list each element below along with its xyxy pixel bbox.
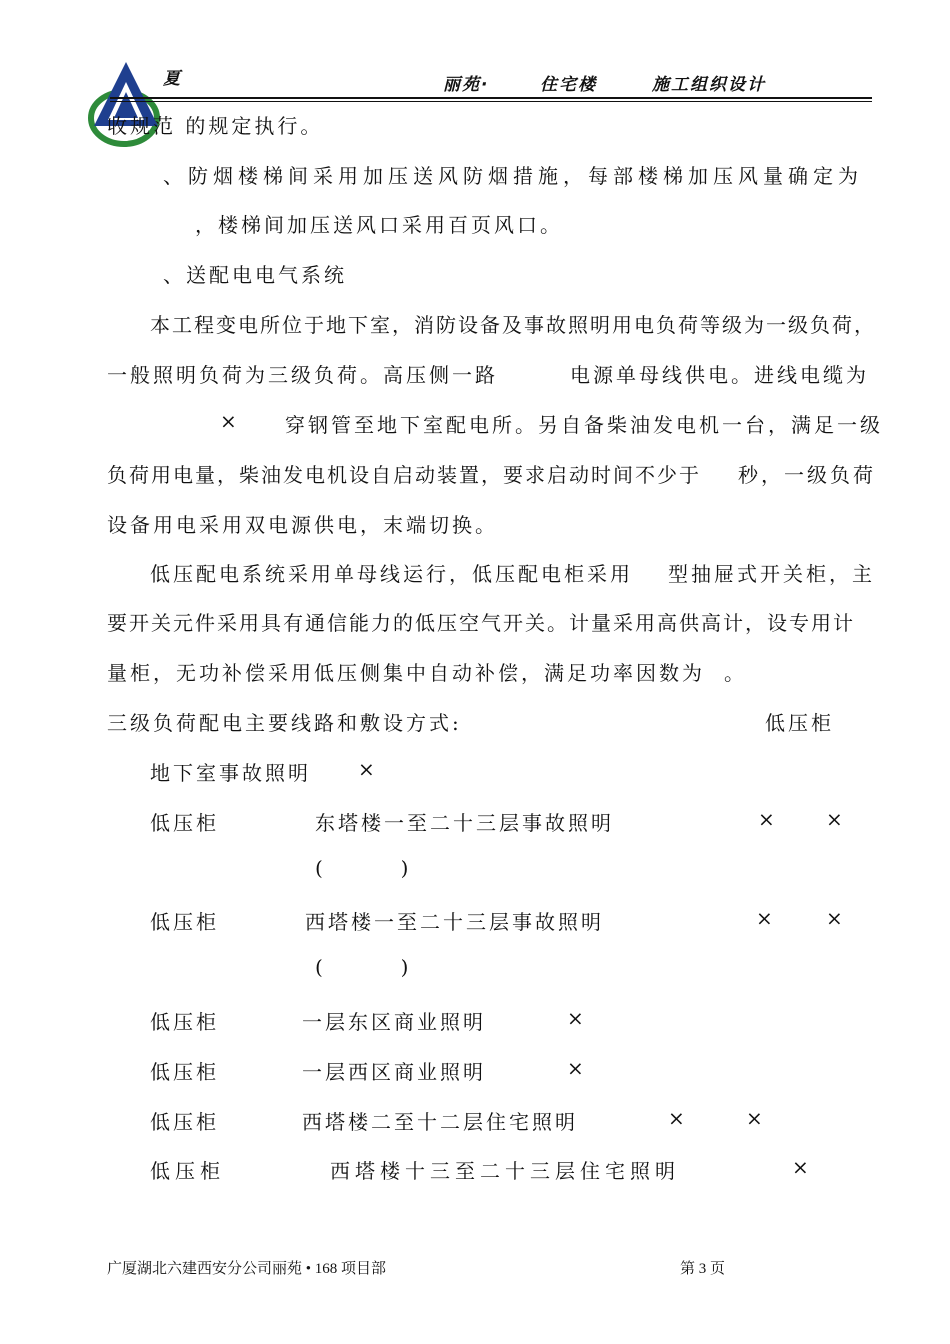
row-1-mark: × [358, 757, 378, 781]
header-title-part-1: 丽苑· [443, 75, 490, 95]
para1-line-4b: 秒，一级负荷 [738, 463, 876, 487]
para2-line-2: 要开关元件采用具有通信能力的低压空气开关。计量采用高供高计，设专用计 [107, 611, 855, 635]
row-3-cabinet: 低压柜 [150, 910, 219, 934]
para1-line-2a: 一般照明负荷为三级负荷。高压侧一路 [107, 363, 498, 387]
header-title-part-2: 住宅楼 [540, 75, 597, 95]
row-5-desc: 一层西区商业照明 [302, 1060, 486, 1084]
row-3-parens: ( ) [315, 955, 412, 979]
para1-line-2b: 电源单母线供电。进线电缆为 [570, 363, 869, 387]
header-rule-thin [110, 101, 872, 102]
header-title-part-3: 施工组织设计 [652, 75, 766, 95]
row-5-cabinet: 低压柜 [150, 1060, 219, 1084]
row-2-desc: 东塔楼一至二十三层事故照明 [315, 811, 614, 835]
row-6-mark-1: × [668, 1106, 688, 1130]
header-company-char: 夏 [163, 69, 182, 89]
para2-line-1b: 型抽屉式开关柜，主 [668, 562, 875, 586]
row-2-parens: ( ) [315, 856, 412, 880]
row-2-mark-2: × [826, 807, 846, 831]
header-rule-thick [110, 97, 872, 99]
row-4-desc: 一层东区商业照明 [302, 1010, 486, 1034]
row-2-cabinet: 低压柜 [150, 811, 219, 835]
body-line-1: 收规范 的规定执行。 [107, 114, 324, 138]
list-intro-right: 低压柜 [765, 711, 834, 735]
footer-company: 广厦湖北六建西安分公司丽苑 • 168 项目部 [107, 1261, 387, 1277]
row-7-desc: 西塔楼十三至二十三层住宅照明 [330, 1159, 680, 1183]
row-7-mark: × [792, 1155, 812, 1179]
footer-page-number: 第 3 页 [680, 1261, 726, 1277]
row-1-label: 地下室事故照明 [150, 761, 311, 785]
row-3-mark-1: × [756, 906, 776, 930]
company-logo-icon [86, 58, 166, 156]
row-4-cabinet: 低压柜 [150, 1010, 219, 1034]
para2-line-3a: 量柜，无功补偿采用低压侧集中自动补偿，满足功率因数为 [107, 661, 705, 685]
section-heading: 、送配电电气系统 [163, 263, 347, 287]
para1-line-1: 本工程变电所位于地下室，消防设备及事故照明用电负荷等级为一级负荷， [150, 313, 876, 337]
row-2-mark-1: × [758, 807, 778, 831]
body-line-2: 、防烟楼梯间采用加压送风防烟措施，每部楼梯加压风量确定为 [163, 164, 863, 188]
para2-line-3b: 。 [724, 661, 747, 685]
para1-line-5: 设备用电采用双电源供电，末端切换。 [107, 513, 498, 537]
para1-line-4a: 负荷用电量，柴油发电机设自启动装置，要求启动时间不少于 [107, 463, 701, 487]
body-line-3: ，楼梯间加压送风口采用百页风口。 [195, 213, 563, 237]
row-4-mark: × [567, 1006, 587, 1030]
para1-line-3b: 穿钢管至地下室配电所。另自备柴油发电机一台，满足一级 [285, 413, 883, 437]
para2-line-1a: 低压配电系统采用单母线运行，低压配电柜采用 [150, 562, 633, 586]
row-5-mark: × [567, 1056, 587, 1080]
row-7-cabinet: 低压柜 [150, 1159, 225, 1183]
row-6-desc: 西塔楼二至十二层住宅照明 [302, 1110, 578, 1134]
row-3-mark-2: × [826, 906, 846, 930]
list-intro: 三级负荷配电主要线路和敷设方式: [107, 711, 462, 735]
row-6-mark-2: × [746, 1106, 766, 1130]
row-6-cabinet: 低压柜 [150, 1110, 219, 1134]
row-3-desc: 西塔楼一至二十三层事故照明 [305, 910, 604, 934]
para1-line-3a: × [220, 409, 240, 433]
